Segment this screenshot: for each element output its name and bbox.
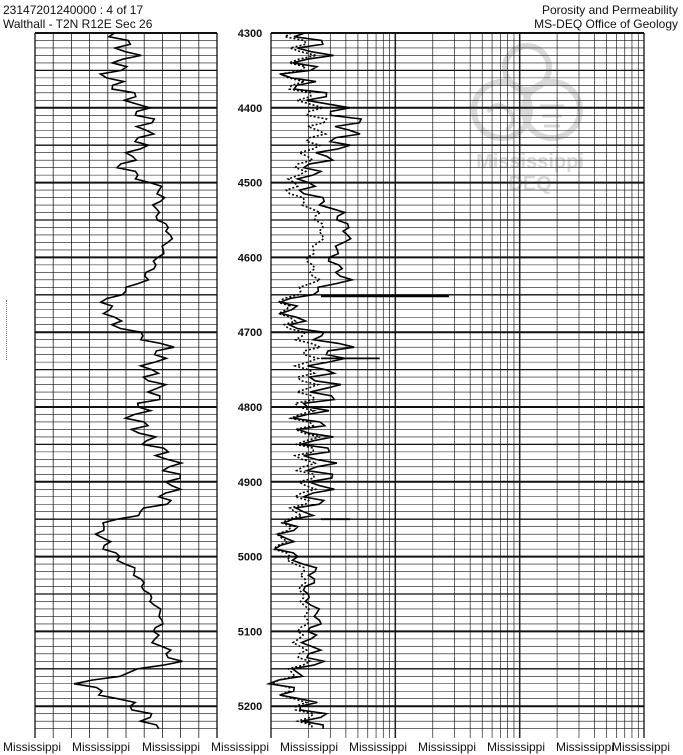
- log-curve: [74, 33, 182, 729]
- footer-text: Mississippi: [142, 740, 201, 754]
- footer-text: Mississippi: [280, 740, 339, 754]
- location-text: Walthall - T2N R12E Sec 26: [3, 17, 153, 31]
- footer-text: Mississippi: [556, 740, 615, 754]
- depth-label: 5000: [237, 551, 263, 564]
- log-curve: [269, 33, 361, 729]
- footer-text: Mississippi: [349, 740, 408, 754]
- office-text: MS-DEQ Office of Geology: [534, 17, 678, 31]
- depth-label: 4900: [237, 476, 263, 489]
- footer-text: Mississippi: [487, 740, 546, 754]
- watermark-line1: Mississippi: [476, 151, 584, 173]
- depth-label: 4300: [237, 28, 263, 40]
- depth-label: 5100: [237, 626, 263, 639]
- footer-strip: [0, 739, 683, 755]
- watermark-line2: DEQ: [508, 173, 552, 195]
- footer-text: Mississippi: [72, 740, 131, 754]
- footer-text: Mississippi: [3, 740, 62, 754]
- deq-watermark: [468, 40, 592, 200]
- depth-label: 4700: [237, 327, 263, 340]
- margin-tick-mark: [6, 300, 11, 360]
- depth-label: 4800: [237, 402, 263, 414]
- footer-text: Mississippi: [418, 740, 477, 754]
- log-id-text: 23147201240000 : 4 of 17: [3, 3, 144, 17]
- mississippi-seal-icon: [468, 40, 592, 200]
- depth-label: 4500: [237, 177, 263, 190]
- log-type-text: Porosity and Permeability: [541, 3, 678, 17]
- depth-label: 4600: [237, 252, 263, 265]
- depth-label: 4400: [237, 102, 263, 115]
- footer-text: Mississippi: [612, 740, 671, 754]
- depth-label: 5200: [237, 701, 263, 714]
- footer-text: Mississippi: [211, 740, 270, 754]
